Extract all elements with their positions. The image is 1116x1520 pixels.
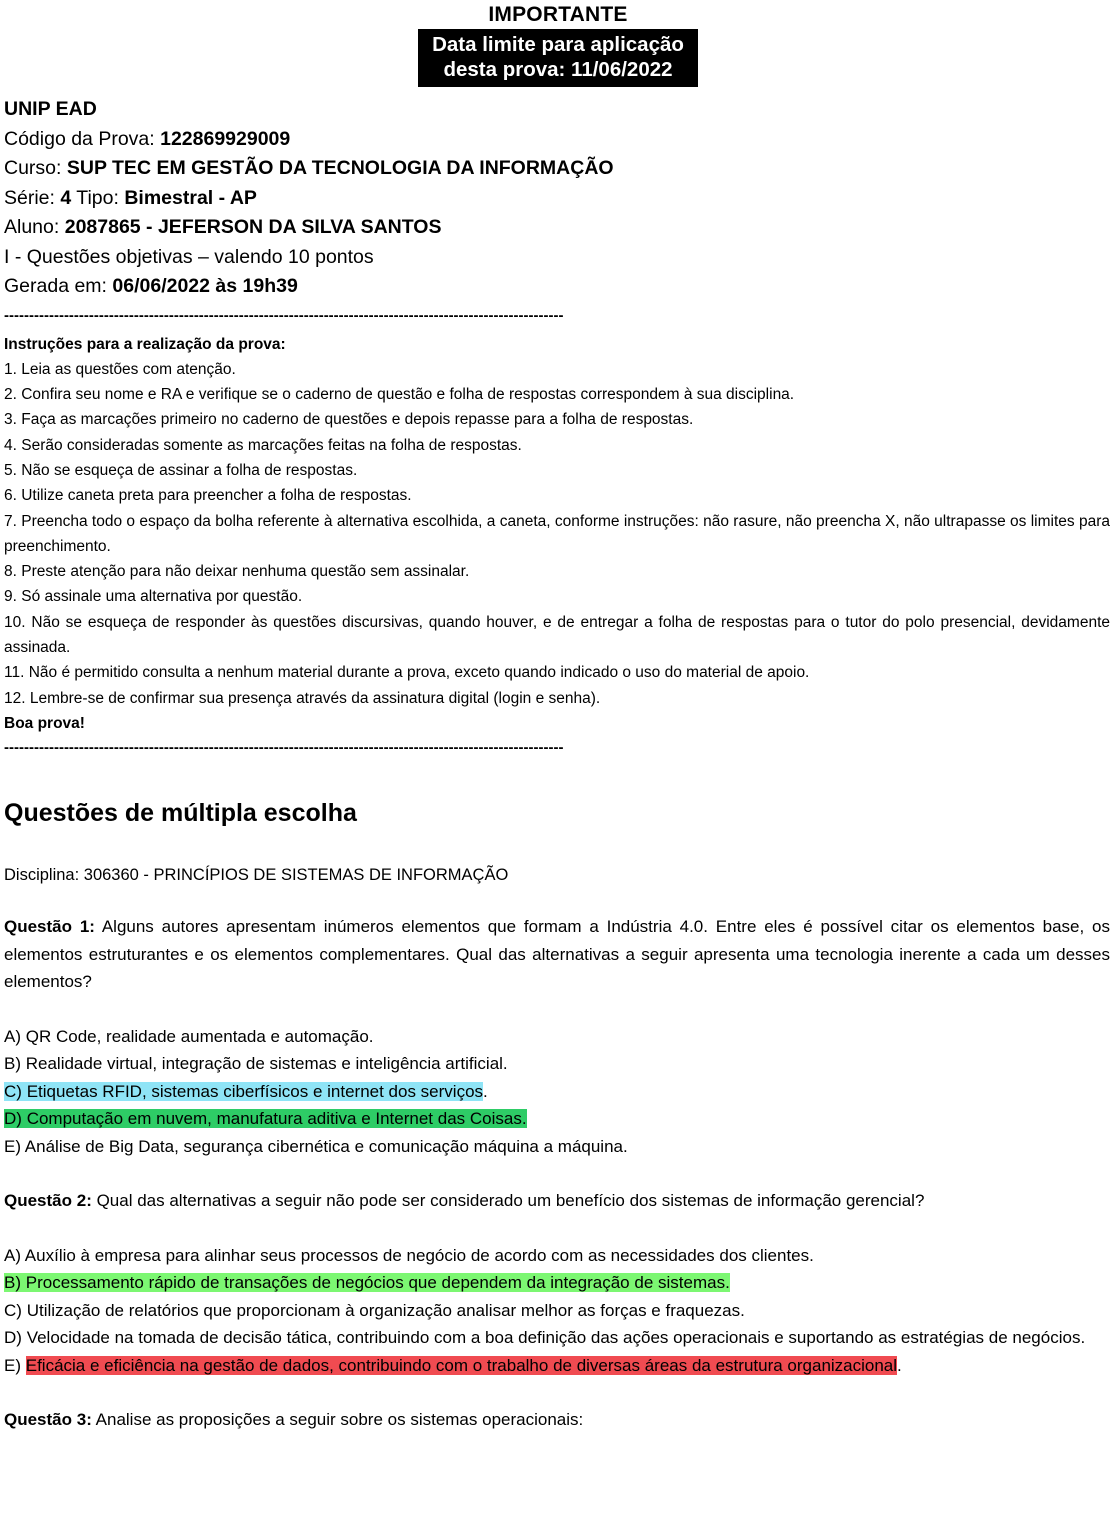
alternative-text: Etiquetas RFID, sistemas ciberfísicos e internet dos serviços bbox=[26, 1081, 484, 1101]
instruction-item: 1. Leia as questões com atenção. bbox=[4, 360, 236, 378]
alternative-text: Eficácia e eficiência na gestão de dados, contribuindo com o trabalho de diversas áreas da estrutura organizacional bbox=[25, 1355, 898, 1375]
alternative-highlight-cyan bbox=[4, 1082, 483, 1101]
question-stem bbox=[4, 1187, 1110, 1215]
instruction-item: 2. Confira seu nome e RA e verifique se o caderno de questão e folha de respostas correspondem à sua disciplina. bbox=[4, 386, 795, 404]
alternative-e[interactable] bbox=[4, 1352, 1110, 1380]
deadline-line-1: Data limite para aplicação bbox=[432, 33, 684, 56]
student-line bbox=[4, 213, 1108, 243]
type-label: Tipo: bbox=[71, 186, 125, 209]
instructions-section bbox=[0, 332, 1116, 737]
alternative-letter: C) bbox=[4, 1300, 22, 1320]
alternative-letter: A) bbox=[4, 1245, 21, 1265]
alternative-c[interactable] bbox=[4, 1297, 1110, 1325]
exam-header-info bbox=[0, 87, 1116, 302]
course-value: SUP TEC EM GESTÃO DA TECNOLOGIA DA INFORMAÇÃO bbox=[66, 157, 614, 179]
separator-top: ---------------------------------------------------------------------------------------------------------------- bbox=[4, 307, 564, 324]
instruction-item: 5. Não se esqueça de assinar a folha de respostas. bbox=[4, 461, 358, 479]
discipline-line: Disciplina: 306360 - PRINCÍPIOS DE SISTEMAS DE INFORMAÇÃO bbox=[4, 866, 509, 885]
part-line: I - Questões objetivas – valendo 10 pontos bbox=[4, 245, 374, 268]
series-value: 4 bbox=[60, 186, 72, 209]
instruction-item: 3. Faça as marcações primeiro no caderno de questões e depois repasse para a folha de respostas. bbox=[4, 411, 694, 429]
instruction-item: 9. Só assinale uma alternativa por questão. bbox=[4, 588, 303, 606]
course-label: Curso: bbox=[4, 157, 67, 179]
important-banner bbox=[0, 0, 1116, 87]
question-stem bbox=[4, 913, 1110, 996]
question-number: Questão 2: bbox=[4, 1191, 92, 1211]
alternative-text: QR Code, realidade aumentada e automação. bbox=[25, 1026, 374, 1046]
exam-code-line bbox=[4, 125, 1108, 155]
series-type-line bbox=[4, 184, 1108, 214]
alternative-letter: D) bbox=[4, 1328, 22, 1348]
instructions-title: Instruções para a realização da prova: bbox=[4, 335, 286, 353]
question-number: Questão 1: bbox=[4, 917, 95, 937]
alternative-text: Utilização de relatórios que proporcionam à organização analisar melhor as forças e fraquezas. bbox=[26, 1300, 745, 1320]
instruction-item: 10. Não se esqueça de responder às questões discursivas, quando houver, e de entregar a folha de respostas para o tutor do polo presencial, devidamente assinada. bbox=[4, 613, 1110, 657]
student-label: Aluno: bbox=[4, 216, 65, 238]
alternative-text: Processamento rápido de transações de negócios que dependem da integração de sistemas. bbox=[25, 1273, 730, 1293]
alternative-c[interactable] bbox=[4, 1078, 1110, 1106]
separator-bottom: ---------------------------------------------------------------------------------------------------------------- bbox=[4, 740, 564, 757]
instruction-item: 12. Lembre-se de confirmar sua presença através da assinatura digital (login e senha). bbox=[4, 689, 601, 707]
institution-name: UNIP EAD bbox=[4, 98, 97, 120]
course-line bbox=[4, 154, 1108, 184]
generated-value: 06/06/2022 às 19h39 bbox=[112, 275, 298, 297]
alternative-letter: D) bbox=[4, 1109, 22, 1129]
section-heading: Questões de múltipla escolha bbox=[4, 799, 357, 828]
alternative-e[interactable] bbox=[4, 1133, 1110, 1161]
instruction-item: 11. Não é permitido consulta a nenhum material durante a prova, exceto quando indicado o uso do material de apoio. bbox=[4, 664, 810, 682]
alternative-tail: . bbox=[897, 1355, 902, 1375]
alternative-letter: E) bbox=[4, 1355, 21, 1375]
question-text: Alguns autores apresentam inúmeros elementos que formam a Indústria 4.0. Entre eles é possível citar os elementos base, os elementos estruturantes e os elementos complementares. Qual das alternativas a seguir apresenta uma tecnologia inerente a cada um desses elementos? bbox=[4, 917, 1110, 992]
student-value: 2087865 - JEFERSON DA SILVA SANTOS bbox=[64, 216, 442, 238]
alternative-letter: B) bbox=[4, 1273, 21, 1293]
question-text: Qual das alternativas a seguir não pode ser considerado um benefício dos sistemas de informação gerencial? bbox=[91, 1191, 925, 1211]
type-value: Bimestral - AP bbox=[124, 186, 257, 209]
alternative-highlight-green bbox=[4, 1109, 527, 1128]
alternative-d[interactable] bbox=[4, 1324, 1110, 1352]
instruction-item: 6. Utilize caneta preta para preencher a folha de respostas. bbox=[4, 487, 412, 505]
alternative-a[interactable] bbox=[4, 1023, 1110, 1051]
question-stem bbox=[4, 1406, 1110, 1434]
alternative-text: Realidade virtual, integração de sistemas e inteligência artificial. bbox=[25, 1054, 508, 1074]
exam-code-value: 122869929009 bbox=[160, 127, 291, 150]
alternative-highlight-red bbox=[26, 1356, 897, 1375]
question-3 bbox=[0, 1406, 1116, 1434]
question-1 bbox=[0, 913, 1116, 1160]
series-label: Série: bbox=[4, 186, 61, 209]
alternative-d[interactable] bbox=[4, 1105, 1110, 1133]
question-number: Questão 3: bbox=[4, 1410, 92, 1430]
alternative-b[interactable] bbox=[4, 1269, 1110, 1297]
generated-label: Gerada em: bbox=[4, 275, 113, 297]
alternative-b[interactable] bbox=[4, 1050, 1110, 1078]
alternative-tail: . bbox=[483, 1081, 488, 1101]
alternative-text: Computação em nuvem, manufatura aditiva e Internet das Coisas. bbox=[26, 1109, 527, 1129]
alternative-letter: B) bbox=[4, 1054, 21, 1074]
instruction-item: 8. Preste atenção para não deixar nenhuma questão sem assinalar. bbox=[4, 563, 470, 581]
exam-code-label: Código da Prova: bbox=[4, 127, 161, 150]
question-text: Analise as proposições a seguir sobre os sistemas operacionais: bbox=[91, 1410, 584, 1430]
deadline-box bbox=[418, 29, 698, 87]
deadline-line-2: desta prova: 11/06/2022 bbox=[443, 58, 673, 81]
instruction-item: 4. Serão consideradas somente as marcações feitas na folha de respostas. bbox=[4, 436, 522, 454]
alternative-highlight-green bbox=[4, 1273, 730, 1292]
alternative-text: Análise de Big Data, segurança cibernética e comunicação máquina a máquina. bbox=[24, 1136, 628, 1156]
instructions-closing: Boa prova! bbox=[4, 714, 85, 732]
alternatives-list bbox=[4, 1023, 1110, 1161]
alternative-text: Velocidade na tomada de decisão tática, contribuindo com a boa definição das ações operacionais e suportando as estratégias de negócios. bbox=[26, 1328, 1086, 1348]
alternatives-list bbox=[4, 1242, 1110, 1380]
generated-line bbox=[4, 272, 1108, 302]
alternative-letter: C) bbox=[4, 1081, 22, 1101]
alternative-a[interactable] bbox=[4, 1242, 1110, 1270]
question-2 bbox=[0, 1187, 1116, 1379]
alternative-text: Auxílio à empresa para alinhar seus processos de negócio de acordo com as necessidades dos clientes. bbox=[24, 1245, 814, 1265]
alternative-letter: E) bbox=[4, 1136, 21, 1156]
important-title: IMPORTANTE bbox=[488, 3, 628, 26]
alternative-letter: A) bbox=[4, 1026, 21, 1046]
instruction-item: 7. Preencha todo o espaço da bolha referente à alternativa escolhida, a caneta, conforme instruções: não rasure, não preencha X, não ultrapasse os limites para preenchimento. bbox=[4, 512, 1110, 555]
